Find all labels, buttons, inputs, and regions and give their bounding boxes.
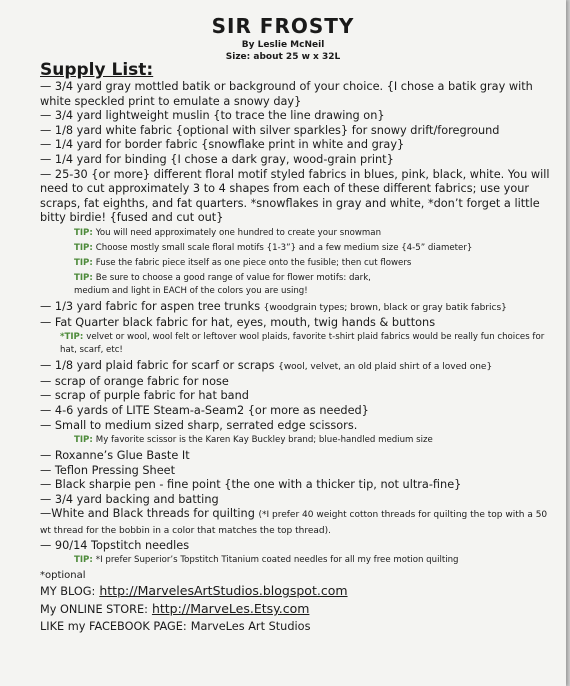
blog-label: MY BLOG: — [40, 585, 96, 599]
supply-list-heading: Supply List: — [40, 60, 154, 80]
list-item: — 1/4 yard for binding {I chose a dark gray, wood-grain print} — [40, 152, 394, 166]
blog-line — [40, 582, 558, 600]
tip-note — [74, 257, 558, 270]
tip-text: velvet or wool, wool felt or leftover wool plaids, favorite t-shirt plaid fabrics would be really fun choices for hat, scarf, etc! — [60, 332, 545, 356]
tip-text: My favorite scissor is the Karen Kay Buckley brand; blue-handled medium size — [95, 435, 433, 446]
item-text: — 1/3 yard fabric for aspen tree trunks — [40, 299, 261, 313]
tip-note — [74, 554, 558, 567]
item-text: — 1/8 yard plaid fabric for scarf or scraps — [40, 359, 275, 373]
tip-label: TIP: — [74, 257, 93, 268]
list-item: — 1/4 yard for border fabric {snowflake print in white and gray} — [40, 138, 405, 152]
tip-label: TIP: — [74, 435, 93, 446]
store-line — [40, 600, 558, 618]
tip-text: You will need approximately one hundred to create your snowman — [95, 227, 382, 238]
tip-note — [74, 227, 558, 240]
list-item: — Black sharpie pen - fine point {the one with a thicker tip, not ultra-fine} — [40, 478, 462, 492]
tip-note — [74, 272, 404, 298]
tip-text: Fuse the fabric piece itself as one piece onto the fusible; then cut flowers — [95, 257, 412, 268]
list-item: — 25-30 {or more} different floral motif styled fabrics in blues, pink, black, white. You will need to cut approximately 3 to 4 shapes from each of these different fabrics; use your scraps, fat eighths, and fat quarters. *snowflakes in gray and white, *don’t forget a little bitty birdie! {fused and cut out} — [40, 167, 550, 225]
facebook-label: LIKE my FACEBOOK PAGE: — [40, 620, 187, 634]
optional-note: *optional — [40, 570, 86, 582]
tip-text: Choose mostly small scale floral motifs {1-3”} and a few medium size {4-5” diameter} — [95, 242, 473, 253]
list-item: — 3/4 yard lightweight muslin {to trace the line drawing on} — [40, 109, 385, 123]
tip-text: *I prefer Superior’s Topstitch Titanium coated needles for all my free motion quilting — [95, 555, 459, 566]
tip-label: TIP: — [74, 272, 93, 283]
tip-label: *TIP: — [60, 332, 84, 343]
author-byline: By Leslie McNeil — [241, 40, 325, 50]
list-item: — Fat Quarter black fabric for hat, eyes, mouth, twig hands & buttons — [40, 315, 436, 329]
tip-label: TIP: — [74, 555, 93, 566]
list-item — [40, 507, 558, 538]
list-item: — Teflon Pressing Sheet — [40, 463, 176, 477]
list-item: — 3/4 yard gray mottled batik or background of your choice. {I chose a batik gray with white speckled print to emulate a snowy day} — [40, 80, 533, 108]
store-label: My ONLINE STORE: — [40, 603, 148, 617]
facebook-line — [40, 618, 558, 635]
item-text: —White and Black threads for quilting — [40, 507, 255, 521]
list-item — [40, 300, 558, 316]
tip-label: TIP: — [74, 227, 93, 238]
facebook-page-name: MarveLes Art Studios — [190, 620, 311, 634]
item-note: {woodgrain types; brown, black or gray batik fabrics} — [263, 302, 507, 313]
supply-list — [40, 80, 558, 635]
list-item: — scrap of orange fabric for nose — [40, 374, 229, 388]
list-item: — 4-6 yards of LITE Steam-a-Seam2 {or more as needed} — [40, 403, 369, 417]
pattern-title: SIR FROSTY — [211, 14, 355, 38]
list-item: — Roxanne’s Glue Baste It — [40, 449, 190, 463]
list-item: — 1/8 yard white fabric {optional with silver sparkles} for snowy drift/foreground — [40, 123, 500, 137]
tip-note — [74, 242, 558, 255]
item-note: {wool, velvet, an old plaid shirt of a loved one} — [278, 362, 493, 373]
blog-link[interactable]: http://MarvelesArtStudios.blogspot.com — [99, 583, 348, 599]
list-item: — 3/4 yard backing and batting — [40, 492, 219, 506]
quilt-size: Size: about 25 w x 32L — [225, 52, 341, 62]
list-item: — scrap of purple fabric for hat band — [40, 389, 249, 403]
store-link[interactable]: http://MarveLes.Etsy.com — [151, 601, 310, 617]
item-note: (*I prefer 40 weight cotton threads for quilting the top with a 50 wt thread for the bobbin in a color that matches the top thread). — [40, 510, 548, 537]
tip-note — [74, 434, 558, 447]
list-item: — Small to medium sized sharp, serrated edge scissors. — [40, 418, 358, 432]
tip-label: TIP: — [74, 242, 93, 253]
tip-text: Be sure to choose a good range of value for flower motifs: dark, medium and light in EACH of the colors you are using! — [74, 272, 371, 296]
tip-note — [60, 331, 558, 357]
list-item — [40, 359, 558, 375]
list-item: — 90/14 Topstitch needles — [40, 538, 190, 552]
